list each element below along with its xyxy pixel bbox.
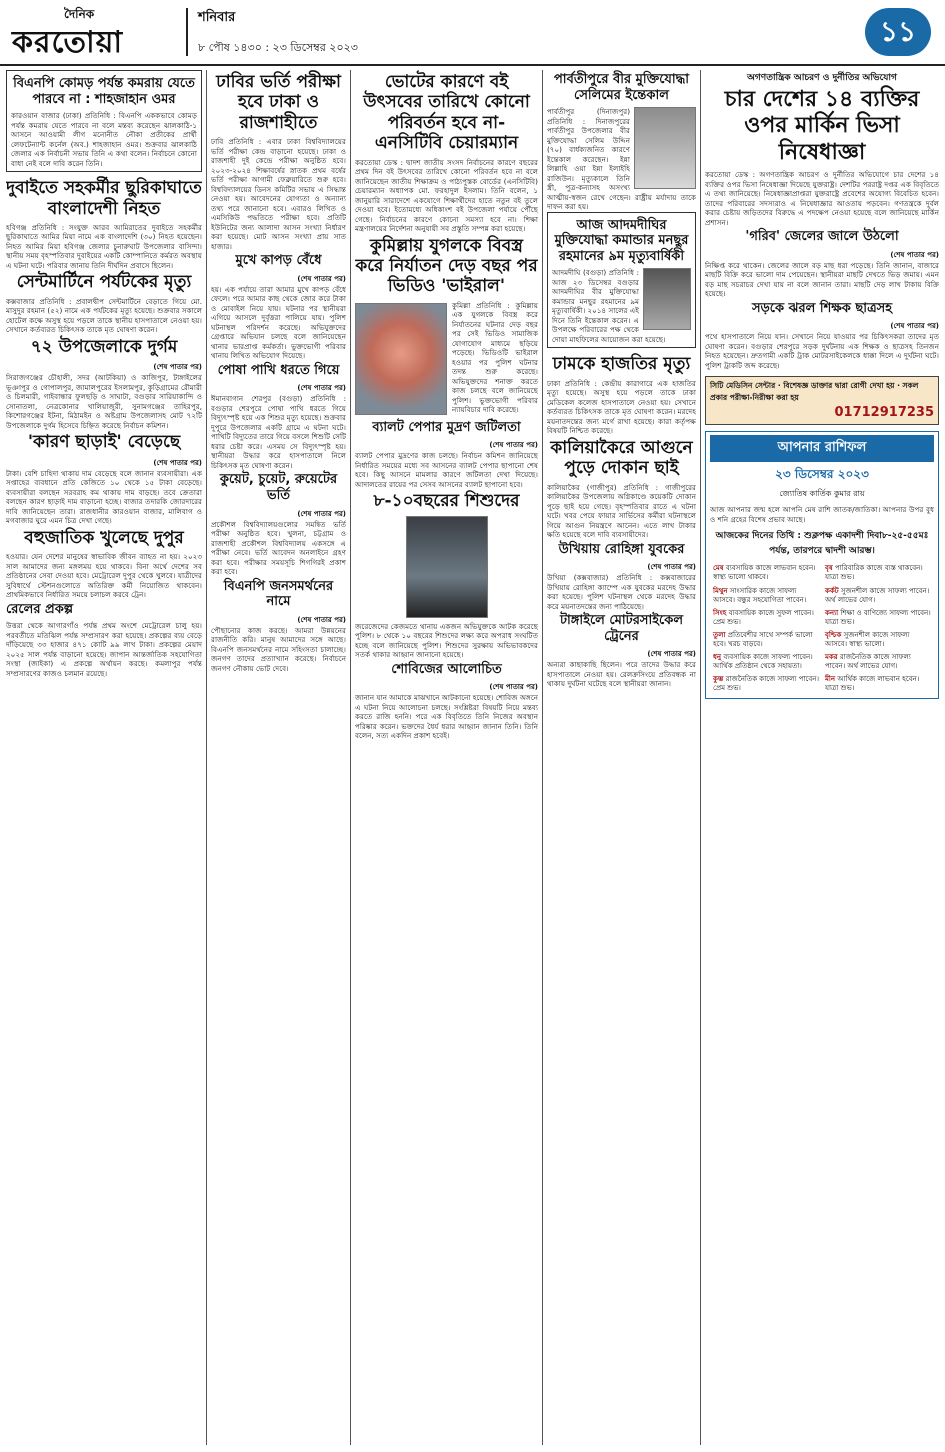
sign-name: কর্কট: [825, 586, 839, 595]
article-72-upazila[interactable]: [6, 337, 202, 430]
article-tribute[interactable]: [547, 212, 696, 349]
newspaper-logo[interactable]: [12, 6, 172, 58]
article-body: ঈমানবাগান শেরপুর (বগুড়া) প্রতিনিধি : বগুড়ার শেরপুরে পোষা পাখি ধরতে গিয়ে বিদ্যুৎস্পৃষ্ট হয়ে এক শিশুর মৃত্যু হয়েছে। শুক্রবার দুপুরে উপজেলার একটি গ্রামে এ ঘটনা ঘটে। পাখিটি বিদ্যুতের তারে গিয়ে বসলে শিশুটি সেটি ধরার চেষ্টা করে। এসময় সে বিদ্যুৎস্পৃষ্ট হয়। স্থানীয়রা উদ্ধার করে হাসপাতালে নিলে চিকিৎসক মৃত ঘোষণা করেন।: [211, 394, 346, 470]
sign-name: বৃষ: [825, 564, 833, 573]
headline: দুবাইতে সহকর্মীর ছুরিকাঘাতে বাংলাদেশী নিহত: [6, 178, 202, 219]
sign-text: আর্থিক কাজে লাভবান হবেন। যাত্রা শুভ।: [825, 675, 920, 693]
portrait-photo: [406, 516, 488, 618]
article-saint-martin[interactable]: [6, 272, 202, 334]
article-body: নিক্ষিপ্ত করে থাকেন। জেলের জালে বড় মাছ ধরা পড়েছে। তিনি জানান, বাজারে মাছটি বিক্রি করে ভালো দাম পেয়েছেন। স্থানীয়রা মাছটি দেখতে ভিড় জমায়। এমন বড় মাছ সচরাচর দেখা যায় না বলে জানান তারা। মাছটি দেড় লাখ টাকায় বিক্রি হয়েছে।: [705, 260, 939, 299]
article-body: করতোয়া ডেস্ক : দ্বাদশ জাতীয় সংসদ নির্বাচনের কারণে বছরের প্রথম দিন বই উৎসবের তারিখে কোনো পরিবর্তন হবে না বলে জানিয়েছেন জাতীয় শিক্ষাক্রম ও পাঠ্যপুস্তক বোর্ডের (এনসিটিবি) চেয়ারম্যান অধ্যাপক মো. ফরহাদুল ইসলাম। তিনি বলেন, ১ জানুয়ারি সারাদেশে একযোগে শিক্ষার্থীদের হাতে নতুন বই তুলে দেওয়া হবে। ইতোমধ্যে অধিকাংশ বই উপজেলা পর্যায়ে পৌঁছে গেছে। নির্বাচনের কারণে কোনো সমস্যা হবে না। শিক্ষা মন্ত্রণালয়ের নির্দেশনা অনুযায়ী সব প্রস্তুতি সম্পন্ন করা হয়েছে।: [355, 157, 538, 234]
sign-name: মকর: [825, 653, 838, 662]
sign-text: সুজনশীল কাজে সাফল্য পাবেন। অর্থ লাভের যোগ।: [825, 586, 930, 604]
article-tangail-train[interactable]: [547, 613, 696, 689]
continued-label: (শেষ পাতার পর): [489, 441, 538, 450]
article-parbatipur[interactable]: [547, 72, 696, 212]
article-body: আদমদীঘি (বগুড়া) প্রতিনিধি : আজ ২৩ ডিসেম্বর বগুড়ার আদমদীঘির বীর মুক্তিযোদ্ধা কমান্ডার মনছুর রহমানের ৯ম মৃত্যুবার্ষিকী। ২০১৪ সালের এই দিনে তিনি ইন্তেকাল করেন। এ উপলক্ষে পরিবারের পক্ষ থেকে দোয়া মাহফিলের আয়োজন করা হয়েছে।: [552, 268, 666, 344]
horoscope-item: [710, 562, 822, 584]
continued-label: (শেষ পাতার পর): [647, 650, 696, 659]
continued-label: (শেষ পাতার পর): [153, 458, 202, 467]
article-price-hike[interactable]: [6, 432, 202, 525]
horoscope-item: [822, 562, 934, 584]
sign-name: ধনু: [713, 653, 722, 662]
article-du-admission[interactable]: [211, 72, 346, 251]
article-body: উখিয়া (কক্সবাজার) প্রতিনিধি : কক্সবাজারের উখিয়ায় রোহিঙ্গা ক্যাম্পে এক যুবকের মরদেহ উদ্ধার করা হয়েছে। পুলিশ ঘটনাস্থল থেকে মরদেহ উদ্ধার করে ময়নাতদন্তের জন্য পাঠিয়েছে।: [547, 573, 696, 611]
headline: শোবিজের আলোচিত: [391, 661, 502, 677]
article-body: কক্সবাজার প্রতিনিধি : প্রবালদ্বীপ সেন্টমার্টিনে বেড়াতে গিয়ে মো. মাসুদুর রহমান (৫২) নামে এক পর্যটকের মৃত্যু হয়েছে। শুক্রবার সকালে হোটেল কক্ষে অসুস্থ হয়ে পড়লে তাকে স্থানীয় হাসপাতালে নেওয়া হয়। সেখানে কর্তব্যরত চিকিৎসক তাকে মৃত ঘোষণা করেন।: [6, 296, 202, 335]
article-body: ঢাবি প্রতিনিধি : এবার ঢাকা বিশ্ববিদ্যালয়ের ভর্তি পরীক্ষা কেন্দ্র বাড়ানো হয়েছে। ঢাকা ও রাজশাহী দুই কেন্দ্রে পরীক্ষা অনুষ্ঠিত হবে। ২০২৩-২০২৪ শিক্ষাবর্ষের স্নাতক প্রথম বর্ষের ভর্তি পরীক্ষা আগামী ফেব্রুয়ারিতে শুরু হবে। বিশ্ববিদ্যালয়ের ডিনস কমিটির সভায় এ সিদ্ধান্ত নেওয়া হয়। আবেদনের যোগ্যতা ও অন্যান্য তথ্য পরে জানানো হবে। এবারও লিখিত ও এমসিকিউ পদ্ধতিতে পরীক্ষা হবে। প্রতিটি ইউনিটের জন্য আলাদা আসন সংখ্যা নির্ধারণ করা হয়েছে। মোট আসন সংখ্যা প্রায় সাত হাজার।: [211, 137, 346, 251]
article-fisherman[interactable]: [705, 229, 939, 299]
article-ballot-paper[interactable]: [355, 420, 538, 490]
date-box: [186, 8, 358, 56]
sign-text: রাজনৈতিক কাজে সাফল্য পাবেন। প্রেম শুভ।: [713, 675, 819, 693]
continued-label: (শেষ পাতার পর): [890, 322, 939, 331]
subheading: রেলের প্রকল্প: [6, 601, 74, 617]
column-1: [6, 70, 202, 1445]
headline: কুমিল্লায় যুগলকে বিবস্ত্র করে নির্যাতন দেড় বছর পর ভিডিও 'ভাইরাল': [355, 235, 538, 297]
continued-label: (শেষ পাতার পর): [297, 274, 346, 283]
article-body: প্রকৌশল বিশ্ববিদ্যালয়গুলোর সমন্বিত ভর্তি পরীক্ষা অনুষ্ঠিত হবে। খুলনা, চট্টগ্রাম ও রাজশাহী প্রকৌশল বিশ্ববিদ্যালয় একসঙ্গে এ পরীক্ষা নেবে। ভর্তি আবেদন অনলাইনে গ্রহণ করা হবে। পরীক্ষার সময়সূচি শিগগিরই প্রকাশ করা হবে।: [211, 519, 346, 577]
headline: ৮-১০বছরের শিশুদের: [373, 491, 520, 512]
horoscope-title: আপনার রাশিফল: [710, 435, 934, 462]
column-3: [355, 70, 538, 1445]
page-number: ১১: [865, 8, 931, 56]
horoscope-author: জ্যোতিষ কার্তিক কুমার রায়: [779, 489, 865, 499]
masthead: [0, 0, 945, 66]
headline: কালিয়াকৈরে আগুনে পুড়ে দোকান ছাই: [550, 437, 693, 479]
sign-text: রাজনৈতিক কাজে সাফল্য পাবেন। অর্থ লাভের যোগ।: [825, 653, 911, 671]
sign-name: বৃশ্চিক: [825, 630, 842, 639]
column-divider: [700, 70, 701, 1445]
column-divider: [206, 70, 207, 1445]
article-dubai[interactable]: [6, 178, 202, 270]
continued-label: (শেষ পাতার পর): [890, 250, 939, 259]
article-road-accident[interactable]: [705, 301, 939, 371]
column-4: [547, 70, 696, 1445]
article-body: কুমিল্লা প্রতিনিধি : কুমিল্লায় এক যুগলকে বিবস্ত্র করে নির্যাতনের ঘটনার দেড় বছর পর সেই ভিডিও সামাজিক যোগাযোগ মাধ্যমে ছড়িয়ে পড়েছে। ভিডিওটি ভাইরাল হওয়ার পর পুলিশ ঘটনার তদন্ত শুরু করেছে। অভিযুক্তদের শনাক্ত করতে কাজ চলছে বলে জানিয়েছে পুলিশ। ভুক্তভোগী পরিবার ন্যায়বিচার দাবি করেছে।: [452, 300, 538, 415]
headline: আজ আদমদীঘির মুক্তিযোদ্ধা কমান্ডার মনছুর রহমানের ৯ম মৃত্যুবার্ষিকী: [554, 217, 689, 264]
article-kaliakair-fire[interactable]: [547, 438, 696, 540]
article-body: কারওয়ান বাজার (ঢাকা) প্রতিনিধি : বিএনপি এককভাবে কোমড় পর্যন্ত কমরায় যেতে পারবে না বলে মন্তব্য করেছেন ঝালকাঠি-১ আসনে আওয়ামী লীগ মনোনীত নৌকা প্রতীকের প্রার্থী লেফটেন্যান্ট কর্নেল (অব.) শাহজাহান ওমর। শুক্রবার ঝালকাঠি জেলার এক নির্বাচনী সভায় তিনি এ কথা বলেন। নির্বাচনে কোনো বাধা নেই বলে দাবি করেন তিনি।: [11, 111, 197, 168]
sign-name: মিথুন: [713, 586, 728, 595]
horoscope-intro: আজ আপনার জন্ম হলে আপনি মেষ রাশি জাতক/জাতিকা। আপনার উপর বুধ ও শনি গ্রহের বিশেষ প্রভাব আছে।: [710, 505, 934, 524]
article-comilla-video[interactable]: [355, 236, 538, 418]
horoscope-item: [822, 607, 934, 629]
sign-text: ব্যবসায়িক কাজে সুফল পাবেন। প্রেম শুভ।: [713, 608, 814, 626]
article-body: উত্তরা থেকে আগারগাঁও পর্যন্ত প্রথম অংশে মেট্রোরেল চালু হয়। পরবর্তীতে মতিঝিল পর্যন্ত সম্প্রসারণ করা হয়েছে। প্রকল্পের ব্যয় বেড়ে দাঁড়িয়েছে ৩৩ হাজার ৪৭১ কোটি ৯৯ লাখ টাকা। প্রকল্পের মেয়াদ ২০২৫ সাল পর্যন্ত বাড়ানো হয়েছে। জাপান আন্তর্জাতিক সহযোগিতা সংস্থা (জাইকা) এ প্রকল্পে অর্থায়ন করছে। কমলাপুর পর্যন্ত সম্প্রসারণের কাজও চলমান রয়েছে।: [6, 621, 202, 678]
continued-label: (শেষ পাতার পর): [647, 563, 696, 572]
column-divider: [542, 70, 543, 1445]
blurred-photo: [355, 303, 447, 415]
headline: কুয়েট, চুয়েট, রুয়েটের ভর্তি: [219, 472, 338, 503]
headline: সেন্টমার্টিনে পর্যটকের মৃত্যু: [16, 272, 192, 293]
sign-name: তুলা: [713, 630, 726, 639]
sign-text: সাংসারিক কাজে সাফল্য আসবে। বন্ধুর সহযোগিতা পাবেন।: [713, 586, 807, 604]
headline: বহুজাতিক খুলেছে দুপুর: [24, 527, 184, 548]
sign-name: সিংহ: [713, 608, 727, 617]
horoscope-item: [710, 651, 822, 673]
horoscope-item: [710, 673, 822, 695]
headline: ভোটের কারণে বই উৎসবের তারিখে কোনো পরিবর্তন হবে না-এনসিটিবি চেয়ারম্যান: [363, 72, 530, 154]
horoscope-box: [705, 431, 939, 699]
headline: টাঙ্গাইলে মোটরসাইকেল ট্রেনের: [559, 613, 684, 644]
sign-text: প্রতিবেশীর সাথে সম্পর্ক ভালো হবে। খরচ বাড়বে।: [713, 630, 813, 649]
article-body: হবিগঞ্জ প্রতিনিধি : সংযুক্ত আরব আমিরাতের দুবাইতে সহকর্মীর ছুরিকাঘাতে আমির মিয়া নামে এক বাংলাদেশি (৩০) নিহত হয়েছেন। নিহত আমির মিয়া হবিগঞ্জ জেলার চুনারুঘাট উপজেলার বাসিন্দা। স্থানীয় সময় বৃহস্পতিবার দুবাইয়ের একটি কোম্পানিতে কর্মরত অবস্থায় এ ঘটনা ঘটে। পরিবার জানায় তিনি দীর্ঘদিন প্রবাসে ছিলেন।: [6, 222, 202, 270]
headline: সড়কে ঝরল শিক্ষক ছাত্রসহ: [751, 300, 893, 316]
article-body: জানান যান আমাকে মাঝখানে আটকানো হয়েছে। শোবিজ অঙ্গনে এ ঘটনা নিয়ে আলোচনা চলছে। সংশ্লিষ্টরা বিষয়টি নিয়ে মন্তব্য করতে রাজি হননি। পরে এক বিবৃতিতে তিনি নিজের অবস্থান পরিষ্কার করেন। ভক্তদের ধৈর্য ধরার আহ্বান জানান তিনি। তিনি বলেন, সত্য একদিন প্রকাশ হবেই।: [355, 693, 538, 741]
article-body: ব্যালট পেপার মুদ্রণের কাজ চলছে। নির্বাচন কমিশন জানিয়েছে নির্ধারিত সময়ের মধ্যে সব আসনের ব্যালট পেপার ছাপানো শেষ হবে। কিছু আসনে মামলার কারণে জটিলতা দেখা দিয়েছে। আদালতের রায়ের পর সেসব আসনের ব্যালট ছাপানো হবে।: [355, 451, 538, 489]
continued-label: (শেষ পাতার পর): [489, 683, 538, 692]
horoscope-item: [822, 629, 934, 651]
article-body: হয়। এক পর্যায়ে তারা আমার মুখে কাপড় বেঁধে ফেলে। পরে আমার কাছ থেকে জোর করে টাকা ও মোবাইল নিয়ে যায়। ঘটনার পর স্থানীয়রা এগিয়ে আসলে দুর্বৃত্তরা পালিয়ে যায়। পুলিশ ঘটনাস্থল পরিদর্শন করেছে। অভিযুক্তদের গ্রেপ্তারে অভিযান চলছে বলে জানিয়েছেন থানার ভারপ্রাপ্ত কর্মকর্তা। ভুক্তভোগী পরিবার থানায় লিখিত অভিযোগ দিয়েছে।: [211, 284, 346, 361]
sign-name: মীন: [825, 675, 836, 684]
continued-label: (শেষ পাতার পর): [297, 384, 346, 393]
headline: চার দেশের ১৪ ব্যক্তির ওপর মার্কিন ভিসা নিষেধাজ্ঞা: [724, 87, 920, 165]
article-metro[interactable]: [6, 528, 202, 678]
ad-phone: 01712917235: [834, 405, 934, 421]
horoscope-item: [710, 607, 822, 629]
article-ukhiya[interactable]: [547, 542, 696, 612]
column-5: [705, 70, 939, 1445]
horoscope-item: [710, 585, 822, 607]
horoscope-item: [822, 585, 934, 607]
continued-label: (শেষ পাতার পর): [153, 363, 202, 372]
article-pet-bird[interactable]: [211, 363, 346, 471]
article-engineering-admission[interactable]: [211, 472, 346, 576]
sign-text: ব্যবসায়িক কাজে সাফল্য পাবেন। আর্থিক প্রতিষ্ঠান থেকে সহায়তা।: [713, 653, 813, 671]
horoscope-item: [710, 629, 822, 651]
article-book-festival[interactable]: [355, 72, 538, 234]
headline: বিএনপি জনসমর্থনের নামে: [223, 578, 334, 610]
sign-name: মেষ: [713, 564, 724, 573]
headline: 'গরিব' জেলের জালে উঠলো: [745, 229, 899, 245]
article-body: পার্বতীপুর (দিনাজপুর) প্রতিনিধি : দিনাজপুরের পার্বতীপুর উপজেলার বীর মুক্তিযোদ্ধা সেলিম উদ্দিন (৭০) বার্ধক্যজনিত কারণে ইন্তেকাল করেছেন। ইন্না লিল্লাহি ওয়া ইন্না ইলাইহি রাজিউন। মৃত্যুকালে তিনি স্ত্রী, পুত্র-কন্যাসহ অসংখ্য আত্মীয়-স্বজন রেখে গেছেন। রাষ্ট্রীয় মর্যাদায় তাকে দাফন করা হয়।: [547, 107, 696, 212]
article-body: পথে হাসপাতালে নিয়ে যান। সেখানে নিয়ে যাওয়ার পর চিকিৎসকরা তাদের মৃত ঘোষণা করেন। বগুড়ার শেরপুরে সড়ক দুর্ঘটনায় এক শিক্ষক ও ছাত্রসহ তিনজন নিহত হয়েছেন। দ্রুতগামী একটি ট্রাক মোটরসাইকেলকে ধাক্কা দিলে এ দুর্ঘটনা ঘটে। পুলিশ ট্রাকটি জব্দ করেছে।: [705, 332, 939, 370]
headline: ঢাবির ভর্তি পরীক্ষা হবে ঢাকা ও রাজশাহীতে: [216, 72, 341, 133]
headline: পার্বতীপুরে বীর মুক্তিযোদ্ধা সেলিমের ইন্তেকাল: [553, 72, 689, 103]
horoscope-date: ২৩ ডিসেম্বর ২০২৩: [775, 467, 869, 482]
horoscope-tithi: আজকের দিনের তিথি : শুক্লপক্ষ একাদশী দিবা৮-২৫-৫৫মঃ পর্যন্ত, তারপরে দ্বাদশী আরম্ভ।: [715, 531, 929, 557]
ad-text: সিটি মেডিসিন সেন্টার · বিশেষজ্ঞ ডাক্তার দ্বারা রোগী দেখা হয় · সকল প্রকার পরীক্ষা-নিরীক্ষা করা হয়: [710, 381, 919, 403]
headline: 'কারণ ছাড়াই' বেড়েছে: [27, 432, 181, 453]
logo-small: দৈনিক: [64, 7, 95, 21]
headline: ঢামকে হাজতির মৃত্যু: [552, 354, 691, 375]
advertisement[interactable]: [705, 376, 939, 425]
article-body: অন্যরা কাছাকাছি ছিলেন। পরে তাদের উদ্ধার করে হাসপাতালে নেওয়া হয়। রেলক্রসিংয়ে প্রতিবন্ধক না থাকায় দুর্ঘটনা ঘটেছে বলে স্থানীয়রা জানান।: [547, 660, 696, 689]
article-shahjahan-omar[interactable]: [6, 70, 202, 172]
article-dhaka-prisoner[interactable]: [547, 354, 696, 435]
article-body: কালিয়াকৈর (গাজীপুর) প্রতিনিধি : গাজীপুরের কালিয়াকৈর উপজেলায় অগ্নিকাণ্ডে কয়েকটি দোকান পুড়ে ছাই হয়ে গেছে। বৃহস্পতিবার রাতে এ ঘটনা ঘটে। খবর পেয়ে ফায়ার সার্ভিসের কর্মীরা ঘটনাস্থলে গিয়ে আগুন নিয়ন্ত্রণে আনেন। এতে লাখ টাকার ক্ষতি হয়েছে বলে দাবি ব্যবসায়ীদের।: [547, 482, 696, 540]
article-us-visa[interactable]: [705, 70, 939, 227]
issue-date: ৮ পৌষ ১৪৩০ : ২৩ ডিসেম্বর ২০২৩: [198, 41, 358, 54]
article-body: জরেজেদের কেজমতে থানায় একজন অভিযুক্তকে আটক করেছে পুলিশ। ৮ থেকে ১০ বছরের শিশুদের লক্ষ্য করে অপরাধ সংঘটিত হচ্ছে বলে জানিয়েছে পুলিশ। শিশুদের সুরক্ষায় অভিভাবকদের সতর্ক থাকার আহ্বান জানানো হয়েছে।: [355, 621, 538, 660]
article-body: করতোয়া ডেস্ক : অগণতান্ত্রিক আচরণ ও দুর্নীতির অভিযোগে চার দেশের ১৪ ব্যক্তির ওপর ভিসা নিষেধাজ্ঞা দিয়েছে যুক্তরাষ্ট্র। দেশটির পররাষ্ট্র দপ্তর এক বিবৃতিতে এ তথ্য জানিয়েছে। নিষেধাজ্ঞাপ্রাপ্তরা যুক্তরাষ্ট্রে প্রবেশের অযোগ্য বিবেচিত হবেন। তাদের পরিবারের সদস্যরাও এ নিষেধাজ্ঞার আওতায় পড়বেন। গণতন্ত্রকে দুর্বল করার চেষ্টায় জড়িতদের বিরুদ্ধে এ পদক্ষেপ নেওয়া হয়েছে বলে জানিয়েছে মার্কিন প্রশাসন।: [705, 170, 939, 227]
column-divider: [350, 70, 351, 1445]
article-body: পৌছানোর কাজ করছে। আমরা উন্নয়নের রাজনীতি করি। মানুষ আমাদের সঙ্গে আছে। বিএনপি জনসমর্থনের নামে সহিংসতা চালাচ্ছে। জনগণ তাদের প্রত্যাখ্যান করেছে। নির্বাচনে জনগণ নৌকায় ভোট দেবে।: [211, 625, 346, 673]
headline: মুখে কাপড় বেঁধে: [235, 253, 322, 269]
article-showbiz[interactable]: [355, 662, 538, 741]
sign-name: কন্যা: [825, 608, 839, 617]
portrait-photo: [634, 107, 696, 189]
kicker: অগণতান্ত্রিক আচরণ ও দুর্নীতির অভিযোগ: [747, 73, 897, 83]
article-bnp[interactable]: [211, 579, 346, 674]
article-body: হওয়ার। যেন দেশের মানুষের স্বাভাবিক জীবন ব্যাহত না হয়। ২০২৩ সাল আমাদের জন্য মঙ্গলময় হয়ে থাকবে। বিনা অর্থে দেশের সব প্রতিষ্ঠানের সেবা দেওয়া হবে। মেট্রোরেল দুপুর থেকে খুলবে। যাত্রীদের সুবিধার্থে স্টেশনগুলোতে অতিরিক্ত কর্মী নিয়োজিত থাকবেন। প্রাথমিকভাবে নির্ধারিত সময়ে চলাচল করবে ট্রেন।: [6, 552, 202, 600]
article-children[interactable]: [355, 491, 538, 659]
article-body: টাকা। বেশি চাহিদা থাকায় দাম বেড়েছে বলে জানান ব্যবসায়ীরা। এক সপ্তাহের ব্যবধানে প্রতি কেজিতে ১০ থেকে ১৫ টাকা বেড়েছে। ব্যবসায়ীরা বলছেন সরবরাহ কম থাকায় দাম বাড়ছে। তবে ক্রেতারা বলছেন কারণ ছাড়াই দাম বাড়ানো হচ্ছে। বাজার তদারকি জোরদারের দাবি জানিয়েছেন তারা। রাজধানীর কারওয়ান বাজার, মালিবাগ ও মগবাজার ঘুরে এমন চিত্র দেখা গেছে।: [6, 468, 202, 526]
issue-day: শনিবার: [198, 10, 236, 25]
headline: বিএনপি কোমড় পর্যন্ত কমরায় যেতে পারবে না : শাহজাহান ওমর: [13, 76, 195, 107]
sign-text: সুজনশীল কাজে সাফল্য আসবে। স্বাস্থ্য ভালো।: [825, 630, 910, 649]
sign-text: পারিবারিক কাজে ব্যস্ত থাকবেন। যাত্রা শুভ।: [825, 564, 923, 582]
horoscope-item: [822, 651, 934, 673]
article-mouth-tied[interactable]: [211, 253, 346, 361]
headline: ব্যালট পেপার মুদ্রণ জটিলতা: [372, 419, 521, 435]
continued-label: (শেষ পাতার পর): [297, 509, 346, 518]
horoscope-item: [822, 673, 934, 695]
headline: উখিয়ায় রোহিঙ্গা যুবকের: [558, 541, 685, 557]
article-body: সিরাজগঞ্জের চৌহালী, সদর (আটকিয়া) ও কাজিপুর, টাঙ্গাইলের ভূঞাপুর ও গোপালপুর, জামালপুরের ইসলামপুর, কুড়িগ্রামের রৌমারী ও চিলমারী, গাইবান্ধার ফুলছড়ি ও সাঘাটা, বগুড়ার সারিয়াকান্দি ও সোনাতলা, নেত্রকোনার খালিয়াজুরী, সুনামগঞ্জের তাহিরপুর, কিশোরগঞ্জের ইটনা, মিঠামইন ও অষ্টগ্রাম উপজেলাসহ মোট ৭২টি উপজেলাকে দুর্গম হিসেবে চিহ্নিত করেছে নির্বাচন কমিশন।: [6, 373, 202, 430]
headline: ৭২ উপজেলাকে দুর্গম: [30, 336, 178, 357]
horoscope-grid: [710, 562, 934, 695]
logo-big: করতোয়া: [12, 25, 124, 60]
continued-label: (শেষ পাতার পর): [297, 615, 346, 624]
column-2: [211, 70, 346, 1445]
sign-text: শিক্ষা ও বাণিজ্যে সাফল্য পাবেন। যাত্রা শুভ।: [825, 608, 931, 626]
sign-text: ব্যবসায়িক কাজে লাভবান হবেন। স্বাস্থ্য ভালো থাকবে।: [713, 564, 816, 582]
headline: পোষা পাখি ধরতে গিয়ে: [217, 362, 340, 378]
sign-name: কুম্ভ: [713, 675, 724, 684]
article-body: ঢাকা প্রতিনিধি : কেন্দ্রীয় কারাগারে এক হাজতির মৃত্যু হয়েছে। অসুস্থ হয়ে পড়লে তাকে ঢাকা মেডিকেল কলেজ হাসপাতালে নেওয়া হয়। সেখানে কর্তব্যরত চিকিৎসক তাকে মৃত ঘোষণা করেন। মরদেহ ময়নাতদন্তের জন্য মর্গে রাখা হয়েছে। কারা কর্তৃপক্ষ বিষয়টি নিশ্চিত করেছে।: [547, 378, 696, 436]
portrait-photo: [643, 268, 691, 330]
